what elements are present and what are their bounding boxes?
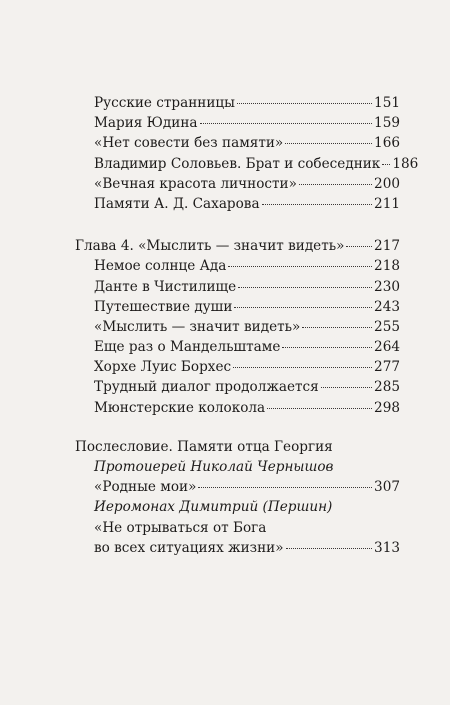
toc-entry-title: Русские странницы	[94, 95, 235, 111]
toc-entry-title: Мария Юдина	[94, 115, 198, 132]
toc-entry-page: 159	[374, 115, 400, 132]
toc-entry-title: «Вечная красота личности»	[94, 175, 297, 192]
toc-entry-title: «Нет совести без памяти»	[94, 135, 284, 152]
chapter-heading	[75, 236, 400, 256]
toc-entry-page: 264	[374, 339, 400, 356]
toc-entry-page: 285	[374, 379, 400, 396]
toc-entry	[88, 133, 400, 153]
leader-dots	[238, 287, 372, 288]
toc-entry-title: Путешествие души	[94, 298, 233, 315]
toc-entry	[88, 477, 400, 497]
toc-entry-title: во всех ситуациях жизни»	[94, 539, 284, 556]
toc-entry	[88, 93, 400, 113]
leader-dots	[198, 487, 372, 488]
toc-entry-title: Еще раз о Мандельштаме	[94, 339, 281, 356]
toc-entry	[88, 277, 400, 297]
leader-dots	[233, 367, 372, 368]
toc-entry	[88, 256, 400, 276]
toc-entry	[88, 398, 400, 418]
toc-entry	[88, 538, 400, 558]
toc-entry-page: 166	[374, 135, 400, 152]
leader-dots	[285, 143, 372, 144]
leader-dots	[321, 387, 372, 388]
toc-entry-page: 186	[392, 155, 419, 172]
toc-entry-title: Данте в Чистилище	[94, 278, 237, 295]
toc-entry-page: 307	[374, 479, 400, 496]
toc-entry-title: «Не отрываться от Бога	[94, 519, 267, 536]
leader-dots	[302, 327, 372, 328]
toc-entry-title: Хорхе Луис Борхес	[94, 359, 232, 376]
toc-entry-page: 243	[374, 298, 400, 315]
toc-entry-line	[88, 518, 400, 538]
toc-entry	[88, 297, 400, 317]
leader-dots	[346, 246, 372, 247]
toc-entry	[88, 174, 400, 194]
author-name: Иеромонах Димитрий (Першин)	[94, 499, 333, 516]
leader-dots	[262, 204, 372, 205]
toc-entry-title: «Родные мои»	[94, 479, 197, 496]
toc-entry-title: Памяти А. Д. Сахарова	[94, 195, 260, 212]
toc-entry-page: 230	[374, 278, 400, 295]
spacer	[88, 418, 400, 437]
leader-dots	[237, 103, 372, 104]
leader-dots	[234, 307, 372, 308]
author-line	[88, 497, 400, 517]
toc-entry-title: Немое солнце Ада	[94, 258, 227, 275]
chapter-page: 217	[374, 238, 400, 255]
leader-dots	[267, 408, 372, 409]
toc-entry-page: 218	[374, 258, 400, 275]
toc-entry	[88, 337, 400, 357]
table-of-contents	[75, 93, 419, 558]
toc-entry-page: 298	[374, 399, 400, 416]
afterword-title: Послесловие. Памяти отца Георгия	[75, 438, 333, 455]
toc-entry-page: 200	[374, 175, 400, 192]
toc-entry-title: Мюнстерские колокола	[94, 399, 266, 416]
chapter-title: Глава 4. «Мыслить — значит видеть»	[75, 238, 345, 255]
toc-entry	[88, 377, 400, 397]
toc-entry	[88, 357, 400, 377]
toc-entry	[88, 317, 400, 337]
leader-dots	[299, 184, 372, 185]
toc-entry	[88, 154, 419, 174]
spacer	[88, 214, 400, 236]
author-name: Протоиерей Николай Чернышов	[94, 459, 334, 475]
leader-dots	[382, 164, 390, 165]
toc-entry-page: 277	[374, 359, 400, 376]
toc-entry	[88, 113, 400, 133]
leader-dots	[228, 266, 372, 267]
leader-dots	[282, 347, 372, 348]
toc-entry-page: 151	[374, 95, 400, 111]
toc-entry-title: Владимир Соловьев. Брат и собеседник	[94, 155, 381, 172]
toc-entry-page: 255	[374, 318, 400, 335]
leader-dots	[200, 123, 373, 124]
toc-entry-title: «Мыслить — значит видеть»	[94, 318, 301, 335]
toc-entry	[88, 194, 400, 214]
author-line	[88, 457, 400, 477]
toc-entry-title: Трудный диалог продолжается	[94, 379, 319, 396]
leader-dots	[286, 548, 373, 549]
toc-entry-page: 211	[374, 195, 400, 212]
afterword-heading	[75, 437, 400, 457]
toc-entry-page: 313	[374, 539, 400, 556]
